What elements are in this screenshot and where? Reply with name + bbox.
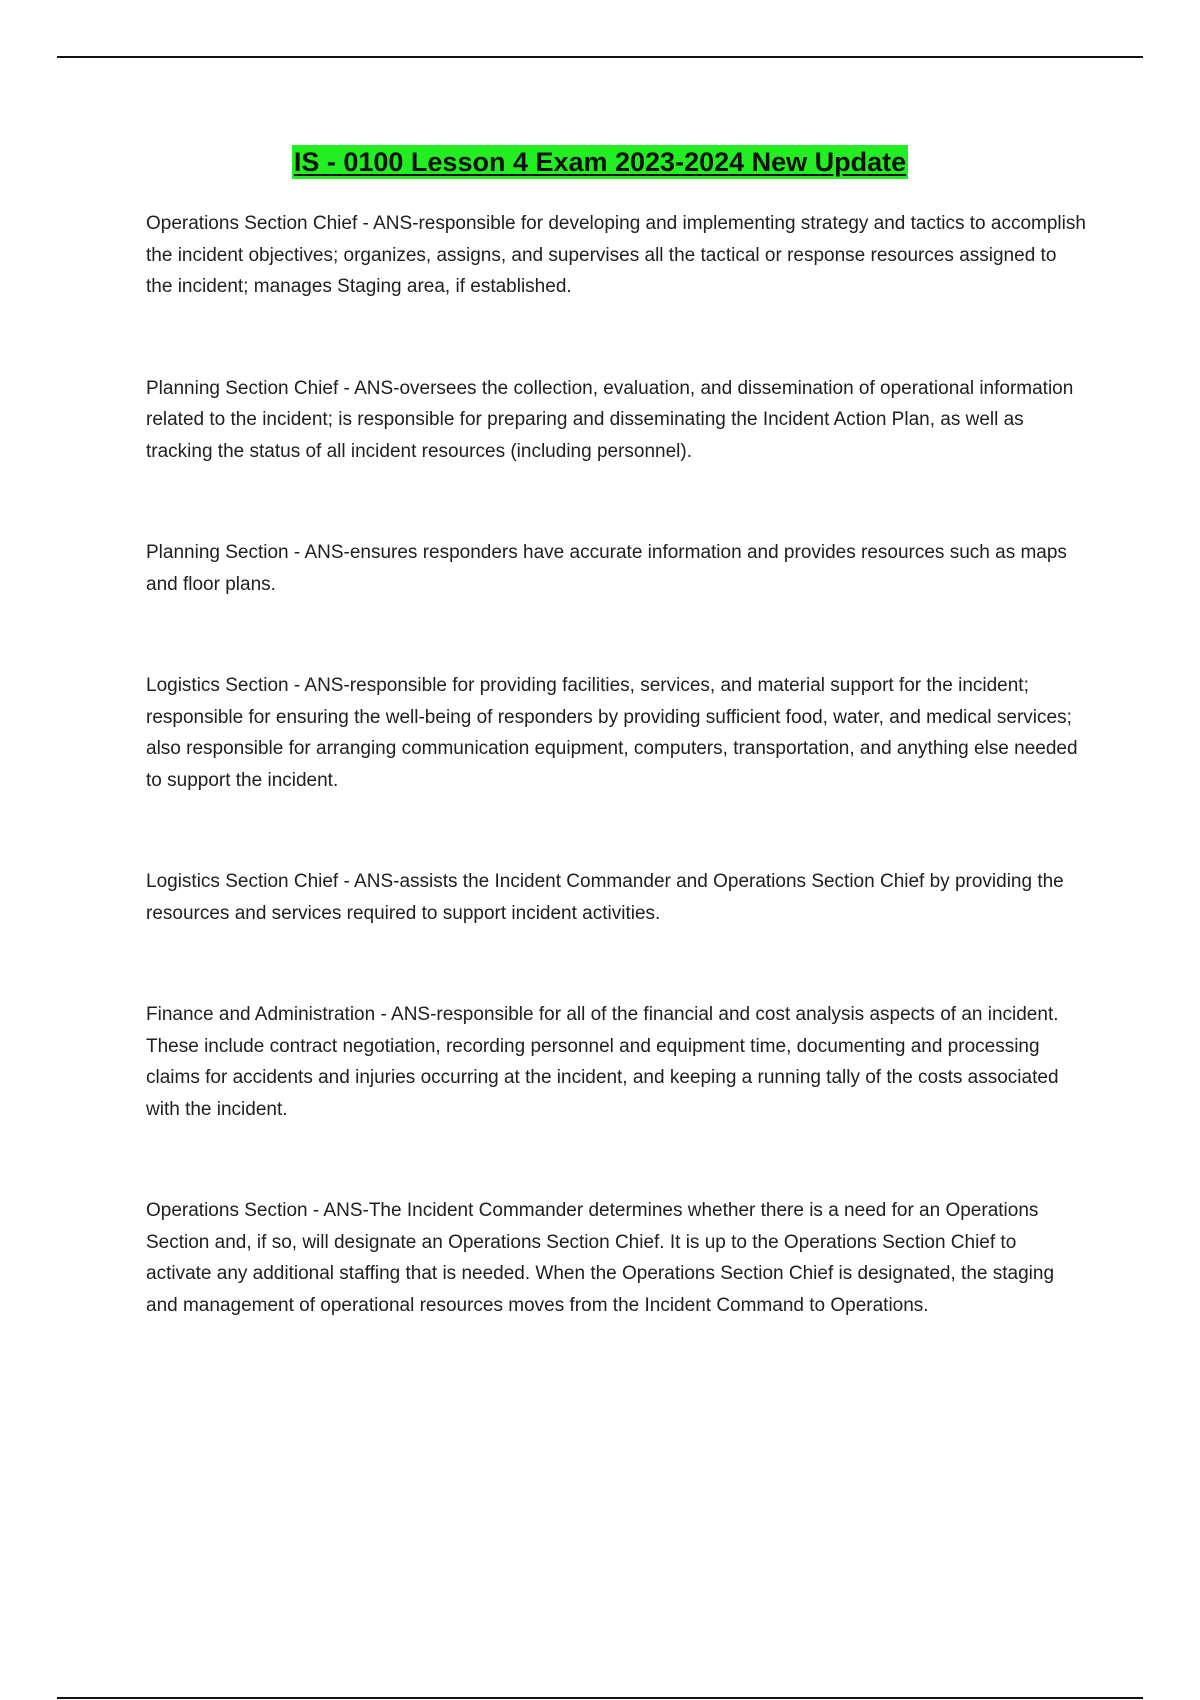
qa-entry-logistics-section: Logistics Section - ANS-responsible for providing facilities, services, and material support for the incident; responsible for ensuring the well-being of responders by providing sufficient food, water, and medical services; also responsible for arranging communication equipment, computers, transportation, and anything else needed to support the incident. [146, 675, 1078, 791]
qa-entry-operations-section: Operations Section - ANS-The Incident Commander determines whether there is a need for an Operations Section and, if so, will designate an Operations Section Chief. It is up to the Operations Section Chief to activate any additional staffing that is needed. When the Operations Section Chief is designated, the staging and management of operational resources moves from the Incident Command to Operations. [146, 1200, 1055, 1316]
qa-entry-finance-and-administration: Finance and Administration - ANS-responsible for all of the financial and cost analysis aspects of an incident. These include contract negotiation, recording personnel and equipment time, documenting and processing claims for accidents and injuries occurring at the incident, and keeping a running tally of the costs associated with the incident. [146, 1004, 1059, 1120]
header-rule [57, 56, 1143, 58]
qa-entry-planning-section: Planning Section - ANS-ensures responders have accurate information and provides resources such as maps and floor plans. [146, 542, 1067, 595]
footer-rule [57, 1697, 1143, 1699]
document-title: IS - 0100 Lesson 4 Exam 2023-2024 New Update [293, 147, 907, 177]
qa-entry-planning-section-chief: Planning Section Chief - ANS-oversees the collection, evaluation, and dissemination of operational information related to the incident; is responsible for preparing and disseminating the Incident Action Plan, as well as tracking the status of all incident resources (including personnel). [146, 377, 1074, 462]
qa-entry-logistics-section-chief: Logistics Section Chief - ANS-assists the Incident Commander and Operations Section Chief by providing the resources and services required to support incident activities. [146, 871, 1064, 924]
title-container [0, 145, 1200, 179]
document-body [146, 208, 1086, 1321]
qa-entry-operations-section-chief: Operations Section Chief - ANS-responsible for developing and implementing strategy and tactics to accomplish the incident objectives; organizes, assigns, and supervises all the tactical or response resources assigned to the incident; manages Staging area, if established. [146, 213, 1086, 297]
